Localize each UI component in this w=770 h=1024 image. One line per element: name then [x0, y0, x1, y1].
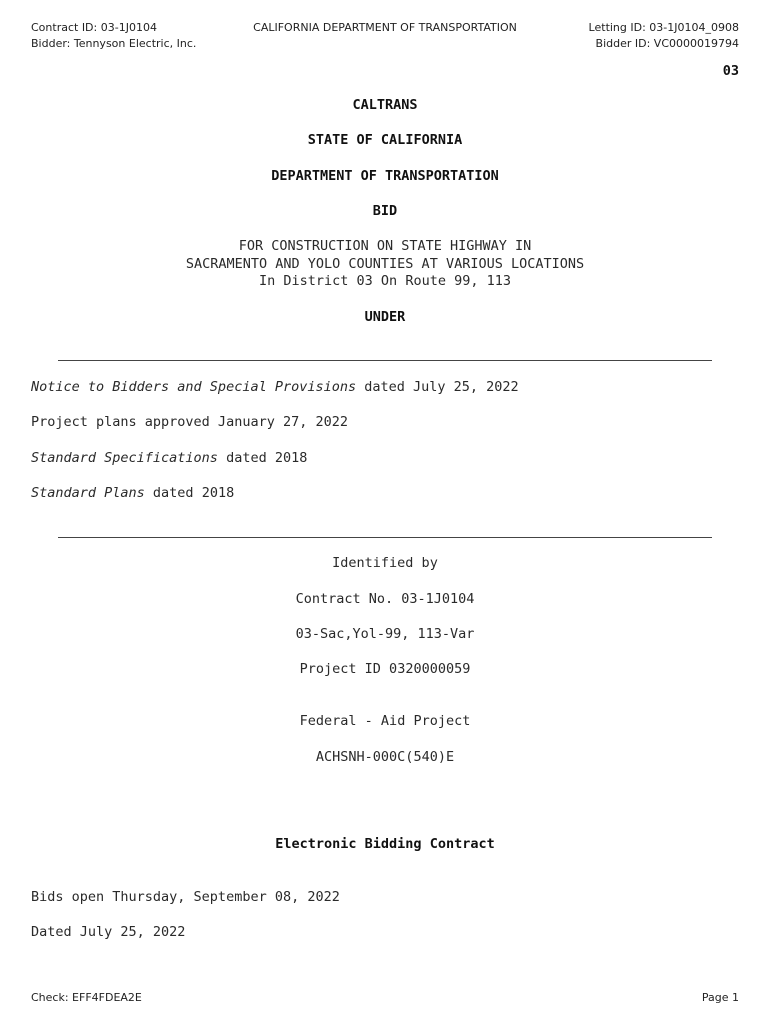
construction-line-3: In District 03 On Route 99, 113	[259, 273, 511, 289]
bids-open-line: Bids open Thursday, September 08, 2022	[31, 889, 340, 905]
std-plans-date: dated 2018	[144, 485, 235, 501]
header-agency: CALIFORNIA DEPARTMENT OF TRANSPORTATION	[253, 21, 517, 34]
header-contract-id: Contract ID: 03-1J0104	[31, 21, 157, 34]
project-id: Project ID 0320000059	[299, 661, 471, 677]
specs-date: dated 2018	[217, 450, 308, 466]
notice-title: Notice to Bidders and Special Provisions	[31, 379, 357, 395]
divider-top	[58, 360, 712, 361]
plans-line: Project plans approved January 27, 2022	[31, 414, 348, 430]
location-code: 03-Sac,Yol-99, 113-Var	[295, 626, 475, 642]
divider-bottom	[58, 537, 712, 538]
federal-aid-number: ACHSNH-000C(540)E	[315, 749, 455, 765]
header-bidder: Bidder: Tennyson Electric, Inc.	[31, 37, 197, 50]
title-department: DEPARTMENT OF TRANSPORTATION	[271, 168, 499, 184]
title-state: STATE OF CALIFORNIA	[307, 132, 463, 148]
district-code: 03	[722, 63, 739, 79]
under-heading: UNDER	[364, 309, 406, 325]
std-plans-line	[31, 485, 234, 501]
specs-line	[31, 450, 307, 466]
footer-page: Page 1	[701, 991, 739, 1004]
construction-line-2: SACRAMENTO AND YOLO COUNTIES AT VARIOUS LOCATIONS	[185, 256, 585, 272]
construction-line-1: FOR CONSTRUCTION ON STATE HIGHWAY IN	[238, 238, 532, 254]
title-bid: BID	[372, 203, 398, 219]
title-caltrans: CALTRANS	[352, 97, 418, 113]
header-bidder-id: Bidder ID: VC0000019794	[595, 37, 739, 50]
specs-title: Standard Specifications	[31, 450, 218, 466]
std-plans-title: Standard Plans	[31, 485, 145, 501]
federal-aid-label: Federal - Aid Project	[299, 713, 471, 729]
dated-line: Dated July 25, 2022	[31, 924, 186, 940]
electronic-bidding-heading: Electronic Bidding Contract	[275, 836, 495, 852]
contract-number: Contract No. 03-1J0104	[295, 591, 475, 607]
header-letting-id: Letting ID: 03-1J0104_0908	[588, 21, 739, 34]
footer-check: Check: EFF4FDEA2E	[31, 991, 142, 1004]
notice-date: dated July 25, 2022	[356, 379, 519, 395]
identified-label: Identified by	[332, 555, 438, 571]
notice-line	[31, 379, 519, 395]
